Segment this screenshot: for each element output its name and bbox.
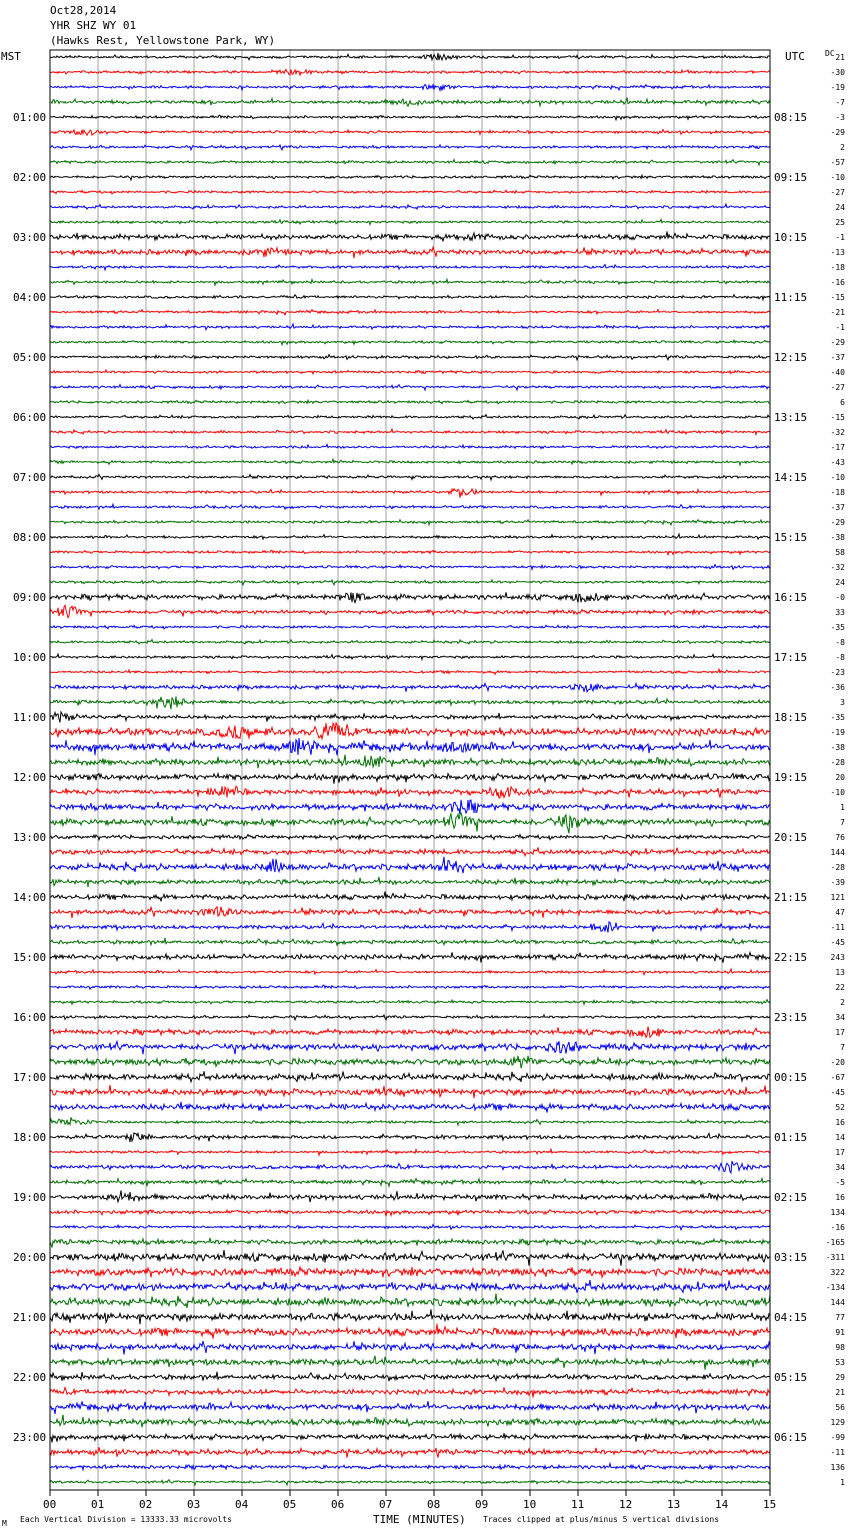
trace-row	[50, 1027, 770, 1038]
dc-offset-label: -311	[825, 1253, 845, 1262]
dc-offset-label: 24	[835, 578, 845, 587]
trace-row	[50, 1309, 770, 1324]
dc-offset-label: -32	[830, 563, 845, 572]
right-hour-label: 11:15	[774, 291, 808, 304]
right-hour-label: 18:15	[774, 711, 808, 724]
trace-row	[50, 115, 770, 120]
right-hour-label: 12:15	[774, 351, 808, 364]
trace-row	[50, 580, 770, 585]
dc-offset-label: 6	[840, 398, 845, 407]
dc-offset-label: 56	[835, 1403, 845, 1412]
dc-offset-label: -17	[830, 443, 845, 452]
trace-row	[50, 265, 770, 270]
right-hour-label: 22:15	[774, 951, 808, 964]
left-hour-label: 05:00	[13, 351, 47, 364]
dc-offset-label: 22	[835, 983, 845, 992]
x-tick-label: 15	[763, 1498, 777, 1511]
dc-offset-label: 243	[830, 953, 845, 962]
x-axis-title: TIME (MINUTES)	[373, 1513, 466, 1526]
dc-offset-label: -1	[835, 233, 845, 242]
dc-offset-label: 52	[835, 1103, 845, 1112]
trace-row	[50, 813, 770, 833]
x-tick-label: 06	[331, 1498, 345, 1511]
trace-row	[50, 550, 770, 555]
left-hour-label: 13:00	[13, 831, 47, 844]
trace-row	[50, 1071, 770, 1082]
right-hour-label: 20:15	[774, 831, 808, 844]
corner-mark: M	[2, 1519, 7, 1528]
dc-offset-label: -45	[830, 938, 845, 947]
trace-row	[50, 938, 770, 945]
dc-offset-label: 24	[835, 203, 845, 212]
dc-offset-label: 13	[835, 968, 845, 977]
trace-row	[50, 247, 770, 258]
dc-offset-label: -38	[830, 533, 845, 542]
dc-offset-label: 25	[835, 218, 845, 227]
dc-offset-label: -29	[830, 338, 845, 347]
trace-row	[50, 489, 770, 498]
dc-offset-label: 1	[840, 1478, 845, 1487]
dc-offset-label: 21	[835, 1388, 845, 1397]
dc-offset-label: -32	[830, 428, 845, 437]
dc-offset-label: -11	[830, 1448, 845, 1457]
dc-offset-label: -1	[835, 323, 845, 332]
trace-row	[50, 175, 770, 180]
dc-offset-label: -28	[830, 863, 845, 872]
trace-row	[50, 232, 770, 242]
header-station: YHR SHZ WY 01	[50, 19, 137, 32]
trace-row	[50, 1133, 770, 1142]
x-tick-label: 03	[187, 1498, 201, 1511]
left-hour-label: 10:00	[13, 651, 47, 664]
trace-row	[50, 1464, 770, 1470]
trace-row	[50, 1280, 770, 1293]
dc-offset-label: 33	[835, 608, 845, 617]
dc-offset-label: -5	[835, 1178, 845, 1187]
right-hour-label: 23:15	[774, 1011, 808, 1024]
dc-offset-label: 2	[840, 998, 845, 1007]
trace-row	[50, 834, 770, 839]
dc-offset-label: 134	[830, 1208, 845, 1217]
dc-header-label: DC	[825, 49, 835, 58]
trace-row	[50, 1117, 770, 1125]
dc-offset-label: -18	[830, 488, 845, 497]
dc-offset-label: -8	[835, 653, 845, 662]
dc-offset-label: 144	[830, 1298, 845, 1307]
dc-offset-label: -39	[830, 878, 845, 887]
dc-offset-label: 20	[835, 773, 845, 782]
dc-offset-label: -27	[830, 383, 845, 392]
x-tick-label: 11	[571, 1498, 585, 1511]
dc-offset-label: -19	[830, 83, 845, 92]
x-tick-label: 10	[523, 1498, 537, 1511]
dc-offset-label: -29	[830, 128, 845, 137]
left-hour-label: 18:00	[13, 1131, 47, 1144]
trace-row	[50, 877, 770, 887]
right-hour-label: 14:15	[774, 471, 808, 484]
right-hour-label: 02:15	[774, 1191, 808, 1204]
left-hour-label: 01:00	[13, 111, 47, 124]
right-hour-label: 01:15	[774, 1131, 808, 1144]
trace-row	[50, 370, 770, 374]
trace-row	[50, 1250, 770, 1266]
trace-row	[50, 1480, 770, 1485]
x-tick-label: 02	[139, 1498, 153, 1511]
left-hour-label: 09:00	[13, 591, 47, 604]
dc-offset-label: -13	[830, 248, 845, 257]
trace-row	[50, 98, 770, 107]
right-hour-label: 09:15	[774, 171, 808, 184]
dc-offset-label: 1	[840, 803, 845, 812]
trace-row	[50, 1267, 770, 1277]
trace-row	[50, 190, 770, 194]
right-hour-label: 03:15	[774, 1251, 808, 1264]
dc-offset-label: -11	[830, 923, 845, 932]
dc-offset-label: 76	[835, 833, 845, 842]
right-hour-label: 00:15	[774, 1071, 808, 1084]
dc-offset-label: 47	[835, 908, 845, 917]
trace-row	[50, 1210, 770, 1216]
trace-row	[50, 1341, 770, 1355]
trace-row	[50, 738, 770, 755]
x-tick-label: 09	[475, 1498, 489, 1511]
trace-row	[50, 69, 770, 75]
right-hour-label: 15:15	[774, 531, 808, 544]
dc-offset-label: 21	[835, 53, 845, 62]
dc-offset-label: -10	[830, 473, 845, 482]
trace-row	[50, 1015, 770, 1020]
trace-row	[50, 520, 770, 525]
trace-row	[50, 504, 770, 509]
right-hour-label: 08:15	[774, 111, 808, 124]
dc-offset-label: -19	[830, 728, 845, 737]
dc-offset-label: -21	[830, 308, 845, 317]
right-hour-label: 13:15	[774, 411, 808, 424]
dc-offset-label: 16	[835, 1118, 845, 1127]
trace-row	[50, 459, 770, 465]
trace-row	[50, 310, 770, 315]
trace-row	[50, 985, 770, 990]
dc-offset-label: -165	[825, 1238, 845, 1247]
trace-row	[50, 53, 770, 60]
header-location: (Hawks Rest, Yellowstone Park, WY)	[50, 34, 276, 47]
dc-offset-label: -40	[830, 368, 845, 377]
trace-row	[50, 773, 770, 783]
dc-offset-label: 322	[830, 1268, 845, 1277]
right-hour-label: 06:15	[774, 1431, 808, 1444]
trace-row	[50, 605, 770, 617]
trace-row	[50, 1238, 770, 1248]
trace-row	[50, 1225, 770, 1230]
dc-offset-label: -20	[830, 1058, 845, 1067]
trace-row	[50, 755, 770, 769]
trace-row	[50, 654, 770, 659]
dc-offset-label: 17	[835, 1148, 845, 1157]
trace-row	[50, 324, 770, 330]
left-hour-label: 08:00	[13, 531, 47, 544]
trace-row	[50, 640, 770, 644]
dc-offset-label: -35	[830, 623, 845, 632]
left-hour-label: 03:00	[13, 231, 47, 244]
trace-row	[50, 669, 770, 674]
left-hour-label: 23:00	[13, 1431, 47, 1444]
left-hour-label: 11:00	[13, 711, 47, 724]
trace-row	[50, 1387, 770, 1397]
dc-offset-label: -3	[835, 113, 845, 122]
right-timezone-label: UTC	[785, 50, 805, 63]
dc-offset-label: 58	[835, 548, 845, 557]
trace-row	[50, 1415, 770, 1428]
dc-offset-label: -7	[835, 98, 845, 107]
right-hour-label: 10:15	[774, 231, 808, 244]
dc-offset-label: 2	[840, 143, 845, 152]
trace-row	[50, 279, 770, 285]
dc-offset-label: -29	[830, 518, 845, 527]
trace-row	[50, 592, 770, 602]
trace-row	[50, 1056, 770, 1068]
dc-offset-label: -15	[830, 293, 845, 302]
dc-offset-label: 34	[835, 1013, 845, 1022]
right-hour-label: 17:15	[774, 651, 808, 664]
dc-offset-label: 17	[835, 1028, 845, 1037]
trace-row	[50, 1447, 770, 1457]
dc-offset-label: 136	[830, 1463, 845, 1472]
x-tick-label: 01	[91, 1498, 105, 1511]
left-hour-label: 19:00	[13, 1191, 47, 1204]
left-hour-label: 07:00	[13, 471, 47, 484]
dc-offset-label: -37	[830, 503, 845, 512]
dc-offset-label: -10	[830, 788, 845, 797]
trace-row	[50, 355, 770, 360]
dc-offset-label: 3	[840, 698, 845, 707]
trace-row	[50, 1161, 770, 1173]
dc-offset-label: 29	[835, 1373, 845, 1382]
right-hour-label: 05:15	[774, 1371, 808, 1384]
trace-row	[50, 1000, 770, 1005]
trace-row	[50, 385, 770, 390]
trace-row	[50, 969, 770, 975]
dc-offset-label: 7	[840, 1043, 845, 1052]
trace-row	[50, 219, 770, 224]
dc-offset-label: -10	[830, 173, 845, 182]
header-date: Oct28,2014	[50, 4, 117, 17]
dc-offset-label: -43	[830, 458, 845, 467]
left-hour-label: 06:00	[13, 411, 47, 424]
left-hour-label: 17:00	[13, 1071, 47, 1084]
trace-row	[50, 786, 770, 798]
dc-offset-label: 77	[835, 1313, 845, 1322]
dc-offset-label: 16	[835, 1193, 845, 1202]
dc-offset-label: -36	[830, 683, 845, 692]
trace-row	[50, 295, 770, 300]
dc-offset-label: -16	[830, 1223, 845, 1232]
dc-offset-label: -15	[830, 413, 845, 422]
trace-row	[50, 340, 770, 345]
trace-row	[50, 565, 770, 570]
dc-offset-label: 34	[835, 1163, 845, 1172]
scale-note: Each Vertical Division = 13333.33 microvolts	[20, 1515, 232, 1524]
left-hour-label: 20:00	[13, 1251, 47, 1264]
trace-row	[50, 444, 770, 448]
trace-row	[50, 1041, 770, 1054]
trace-row	[50, 1085, 770, 1098]
trace-row	[50, 696, 770, 709]
dc-offset-label: -30	[830, 68, 845, 77]
dc-offset-label: 91	[835, 1328, 845, 1337]
left-hour-label: 14:00	[13, 891, 47, 904]
trace-row	[50, 1191, 770, 1203]
dc-offset-label: 129	[830, 1418, 845, 1427]
trace-row	[50, 625, 770, 629]
x-tick-label: 12	[619, 1498, 633, 1511]
dc-offset-label: 7	[840, 818, 845, 827]
clip-note: Traces clipped at plus/minus 5 vertical divisions	[483, 1515, 720, 1524]
dc-offset-label: -28	[830, 758, 845, 767]
x-tick-label: 14	[715, 1498, 729, 1511]
trace-row	[50, 1324, 770, 1339]
left-timezone-label: MST	[1, 50, 21, 63]
left-hour-label: 12:00	[13, 771, 47, 784]
trace-row	[50, 145, 770, 150]
dc-offset-label: -38	[830, 743, 845, 752]
trace-row	[50, 712, 770, 722]
trace-row	[50, 1401, 770, 1414]
trace-row	[50, 1356, 770, 1370]
trace-row	[50, 1102, 770, 1113]
dc-offset-label: 98	[835, 1343, 845, 1352]
trace-row	[50, 85, 770, 91]
trace-row	[50, 857, 770, 874]
x-tick-label: 07	[379, 1498, 393, 1511]
right-hour-label: 04:15	[774, 1311, 808, 1324]
trace-row	[50, 1433, 770, 1442]
left-hour-label: 21:00	[13, 1311, 47, 1324]
trace-row	[50, 204, 770, 209]
dc-offset-label: -67	[830, 1073, 845, 1082]
trace-row	[50, 160, 770, 165]
trace-row	[50, 952, 770, 962]
left-hour-label: 02:00	[13, 171, 47, 184]
dc-offset-label: -45	[830, 1088, 845, 1097]
dc-offset-label: 121	[830, 893, 845, 902]
dc-offset-label: -37	[830, 353, 845, 362]
left-hour-label: 15:00	[13, 951, 47, 964]
dc-offset-label: -57	[830, 158, 845, 167]
dc-offset-label: -134	[825, 1283, 845, 1292]
x-tick-label: 04	[235, 1498, 249, 1511]
left-hour-label: 16:00	[13, 1011, 47, 1024]
dc-offset-label: -8	[835, 638, 845, 647]
trace-row	[50, 1372, 770, 1382]
trace-row	[50, 429, 770, 434]
left-hour-label: 04:00	[13, 291, 47, 304]
x-tick-label: 00	[43, 1498, 57, 1511]
dc-offset-label: 14	[835, 1133, 845, 1142]
trace-row	[50, 1149, 770, 1155]
right-hour-label: 16:15	[774, 591, 808, 604]
trace-row	[50, 722, 770, 738]
trace-row	[50, 847, 770, 855]
dc-offset-label: -18	[830, 263, 845, 272]
trace-row	[50, 1179, 770, 1187]
right-hour-label: 19:15	[774, 771, 808, 784]
trace-row	[50, 475, 770, 480]
trace-row	[50, 892, 770, 902]
trace-row	[50, 683, 770, 691]
x-tick-label: 13	[667, 1498, 681, 1511]
trace-row	[50, 922, 770, 933]
dc-offset-label: -23	[830, 668, 845, 677]
dc-offset-label: -16	[830, 278, 845, 287]
dc-offset-label: 53	[835, 1358, 845, 1367]
trace-row	[50, 400, 770, 404]
trace-row	[50, 1294, 770, 1308]
trace-row	[50, 800, 770, 815]
trace-row	[50, 907, 770, 918]
trace-row	[50, 534, 770, 540]
dc-offset-label: -99	[830, 1433, 845, 1442]
x-tick-label: 08	[427, 1498, 441, 1511]
dc-offset-label: -27	[830, 188, 845, 197]
trace-row	[50, 130, 770, 136]
dc-offset-label: 144	[830, 848, 845, 857]
seismic-traces	[50, 53, 770, 1485]
dc-offset-label: -0	[835, 593, 845, 602]
dc-offset-label: -35	[830, 713, 845, 722]
left-hour-label: 22:00	[13, 1371, 47, 1384]
trace-row	[50, 415, 770, 419]
x-tick-label: 05	[283, 1498, 297, 1511]
right-hour-label: 21:15	[774, 891, 808, 904]
